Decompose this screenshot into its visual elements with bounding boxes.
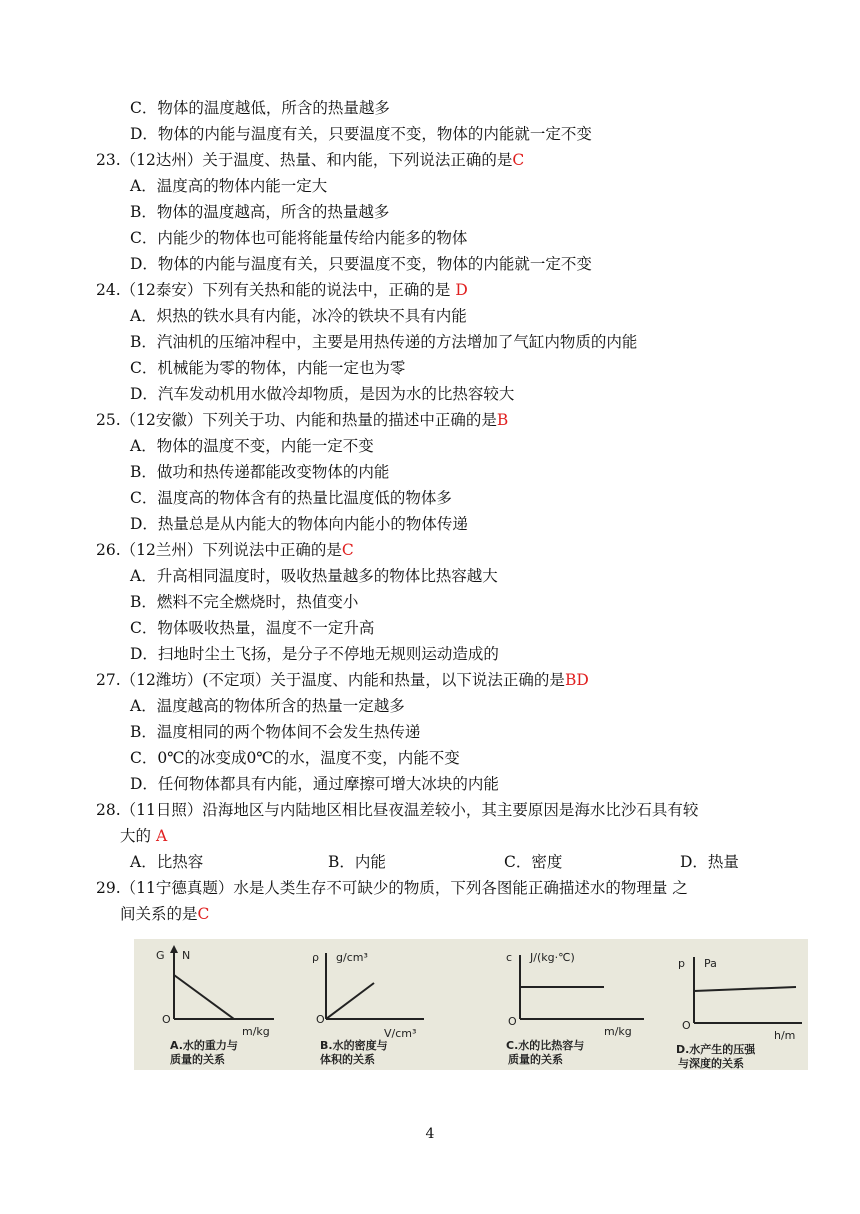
q27-option-a: A．温度越高的物体所含的热量一定越多 (130, 697, 405, 715)
q25-option-d: D．热量总是从内能大的物体向内能小的物体传递 (130, 515, 468, 533)
graph-a-origin: O (162, 1013, 171, 1026)
graph-a-xunit: m/kg (242, 1025, 270, 1038)
graph-a-caption-2: 质量的关系 (170, 1053, 225, 1066)
graph-a-line (174, 975, 234, 1019)
graph-c-ylabel: c (506, 951, 513, 964)
graph-b-line (326, 983, 374, 1019)
q24-option-d: D．汽车发动机用水做冷却物质，是因为水的比热容较大 (130, 385, 515, 403)
q27-option-b: B．温度相同的两个物体间不会发生热传递 (130, 723, 421, 741)
question-23: 23.（12达州）关于温度、热量、和内能，下列说法正确的是C (96, 151, 525, 169)
answer-28: A (155, 827, 168, 845)
graph-d (676, 957, 802, 1070)
question-27: 27.（12潍坊）(不定项）关于温度、内能和热量，以下说法正确的是BD (96, 671, 589, 689)
q26-option-b: B．燃料不完全燃烧时，热值变小 (130, 593, 359, 611)
graph-d-caption-2: 与深度的关系 (678, 1057, 744, 1070)
q26-option-a: A．升高相同温度时，吸收热量越多的物体比热容越大 (130, 567, 498, 585)
graph-a (156, 945, 274, 1066)
graph-d-origin: O (682, 1019, 691, 1032)
graph-c-origin: O (508, 1015, 517, 1028)
q28-option-c: C．密度 (504, 853, 563, 871)
graph-b-yunit: g/cm³ (336, 951, 368, 964)
graph-b-origin: O (316, 1013, 325, 1026)
q23-option-d: D．物体的内能与温度有关，只要温度不变，物体的内能就一定不变 (130, 255, 592, 273)
graph-b-caption-2: 体积的关系 (320, 1053, 375, 1066)
answer-23: C (512, 151, 525, 169)
q25-option-b: B．做功和热传递都能改变物体的内能 (130, 463, 390, 481)
answer-27: BD (564, 671, 589, 689)
q25-option-a: A．物体的温度不变，内能一定不变 (130, 437, 374, 455)
question-29-cont: 间关系的是C (120, 905, 210, 923)
graph-c-caption-2: 质量的关系 (508, 1053, 563, 1066)
q24-option-a: A．炽热的铁水具有内能，冰冷的铁块不具有内能 (130, 307, 467, 325)
graph-d-line (694, 987, 796, 991)
q28-option-d: D．热量 (680, 853, 739, 871)
question-26: 26.（12兰州）下列说法中正确的是C (96, 541, 354, 559)
graph-c-caption-1: C.水的比热容与 (506, 1039, 585, 1052)
graphs-svg (134, 939, 808, 1070)
answer-24: D (455, 281, 468, 299)
q22-option-c: C．物体的温度越低，所含的热量越多 (130, 99, 390, 117)
q22-option-d: D．物体的内能与温度有关，只要温度不变，物体的内能就一定不变 (130, 125, 592, 143)
q28-option-a: A．比热容 (130, 853, 204, 871)
question-28: 28.（11日照）沿海地区与内陆地区相比昼夜温差较小，其主要原因是海水比沙石具有较 (96, 801, 699, 819)
q25-option-c: C．温度高的物体含有的热量比温度低的物体多 (130, 489, 452, 507)
q24-option-b: B．汽油机的压缩冲程中，主要是用热传递的方法增加了气缸内物质的内能 (130, 333, 638, 351)
q27-option-d: D．任何物体都具有内能，通过摩擦可增大冰块的内能 (130, 775, 499, 793)
graph-b-xunit: V/cm³ (384, 1027, 417, 1040)
graph-c-xunit: m/kg (604, 1025, 632, 1038)
graph-d-caption-1: D.水产生的压强 (676, 1043, 756, 1056)
graph-a-caption-1: A.水的重力与 (170, 1039, 238, 1052)
q24-option-c: C．机械能为零的物体，内能一定也为零 (130, 359, 406, 377)
graph-b-caption-1: B.水的密度与 (320, 1039, 388, 1052)
graph-d-xunit: h/m (774, 1029, 796, 1042)
q28-option-b: B．内能 (328, 853, 386, 871)
q23-option-b: B．物体的温度越高，所含的热量越多 (130, 203, 390, 221)
q23-option-a: A．温度高的物体内能一定大 (130, 177, 328, 195)
q27-option-c: C．0℃的冰变成0℃的水，温度不变，内能不变 (130, 749, 460, 767)
graph-c (506, 951, 644, 1066)
question-28-cont: 大的 A (120, 827, 168, 845)
page-number: 4 (425, 1126, 435, 1142)
graph-a-ylabel: G (156, 949, 165, 962)
graph-a-yunit: N (182, 949, 191, 962)
graph-c-yunit: J/(kg·℃) (530, 951, 575, 964)
question-25: 25.（12安徽）下列关于功、内能和热量的描述中正确的是B (96, 411, 509, 429)
question-29: 29.（11宁德真题）水是人类生存不可缺少的物质，下列各图能正确描述水的物理量 之 (96, 879, 688, 897)
graph-b (312, 951, 424, 1066)
graph-d-yunit: Pa (704, 957, 717, 970)
question-24: 24.（12泰安）下列有关热和能的说法中，正确的是 D (96, 281, 468, 299)
q26-option-d: D．扫地时尘土飞扬，是分子不停地无规则运动造成的 (130, 645, 499, 663)
q26-option-c: C．物体吸收热量，温度不一定升高 (130, 619, 375, 637)
answer-25: B (496, 411, 509, 429)
graph-b-ylabel: ρ (312, 951, 319, 964)
graph-d-ylabel: p (678, 957, 685, 970)
graphs-figure (134, 939, 808, 1070)
answer-26: C (341, 541, 354, 559)
q23-option-c: C．内能少的物体也可能将能量传给内能多的物体 (130, 229, 468, 247)
answer-29: C (197, 905, 210, 923)
